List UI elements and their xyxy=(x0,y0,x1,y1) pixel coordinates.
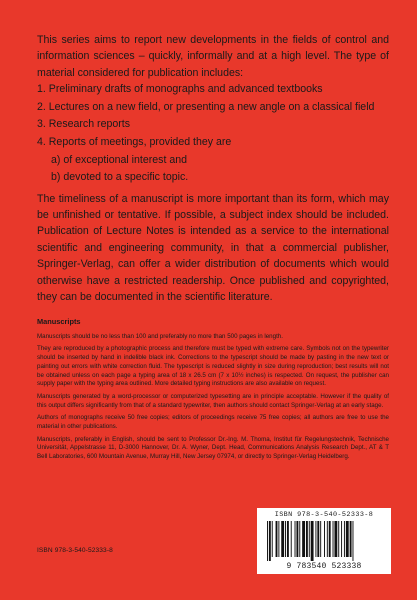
manuscripts-paragraph: Manuscripts should be no less than 100 and preferably no more than 500 pages in length. xyxy=(37,332,283,340)
list-subitem: b) devoted to a specific topic. xyxy=(51,171,189,184)
manuscripts-paragraph: They are reproduced by a photographic process and therefore must be typed with extreme care. Symbols not on the typewriter should be inserted by hand in indelible black ink. Corrections to the typescript should be made by pasting in the new text or painting out errors with white correction fluid. The typescript is reduced slightly in size during reproduction; best results will not be obtained unless on each page a typing area of 18 x 26.5 cm (7 x 10½ inches) is respected. On request, the publisher can supply paper with the typing area outlined. More detailed typing instructions are also available on request. xyxy=(37,345,389,388)
list-item: 1. Preliminary drafts of monographs and advanced textbooks xyxy=(37,83,323,96)
material-list xyxy=(37,81,389,185)
list-item: 4. Reports of meetings, provided they are xyxy=(37,136,232,148)
manuscripts-paragraph: Manuscripts generated by a word-processor or computerized typesetting are in principle acceptable. However if the quality of this output differs significantly from that of a standard typewriter, then authors should contact Springer-Verlag at an early stage. xyxy=(37,392,389,409)
barcode-isbn: ISBN 978-3-540-52333-8 xyxy=(274,511,374,519)
intro-paragraph: This series aims to report new developments in the fields of control and information sciences – quickly, informally and at a high level. The type of material considered for publication includes: xyxy=(37,34,389,79)
manuscripts-paragraph: Authors of monographs receive 50 free copies; editors of proceedings receive 75 free copies; all authors are free to use the material in other publications. xyxy=(37,414,389,431)
series-description xyxy=(37,32,389,305)
barcode-number: 9 783540 523338 xyxy=(286,562,362,571)
list-item: 3. Research reports xyxy=(37,118,131,131)
barcode-icon xyxy=(267,521,383,561)
manuscripts-section xyxy=(37,318,389,466)
manuscripts-paragraph: Manuscripts, preferably in English, should be sent to Professor Dr.-Ing. M. Thoma, Institut für Regelungstechnik, Technische Universität, Appelstrasse 11, D-3000 Hannover, Dr. A. Wyner, Dept. Head, Communications Analysis Research Dept., AT & T Bell Laboratories, 600 Mountain Avenue, Murray Hill, New Jersey 07974, or directly to Springer-Verlag Heidelberg. xyxy=(37,435,389,461)
barcode-label xyxy=(257,508,391,574)
timeliness-paragraph: The timeliness of a manuscript is more important than its form, which may be unfinished or tentative. If possible, a subject index should be included. Publication of Lecture Notes is intended as a service to the international scientific and engineering community, in that a commercial publisher, Springer-Verlag, can offer a wider distribution of documents which would otherwise have a restricted readership. Once published and copyrighted, they can be documented in the scientific literature. xyxy=(37,192,389,304)
isbn-text: ISBN 978-3-540-52333-8 xyxy=(37,547,113,554)
list-subitem: a) of exceptional interest and xyxy=(51,153,188,166)
manuscripts-heading: Manuscripts xyxy=(37,317,81,326)
list-item: 2. Lectures on a new field, or presenting a new angle on a classical field xyxy=(37,100,375,113)
